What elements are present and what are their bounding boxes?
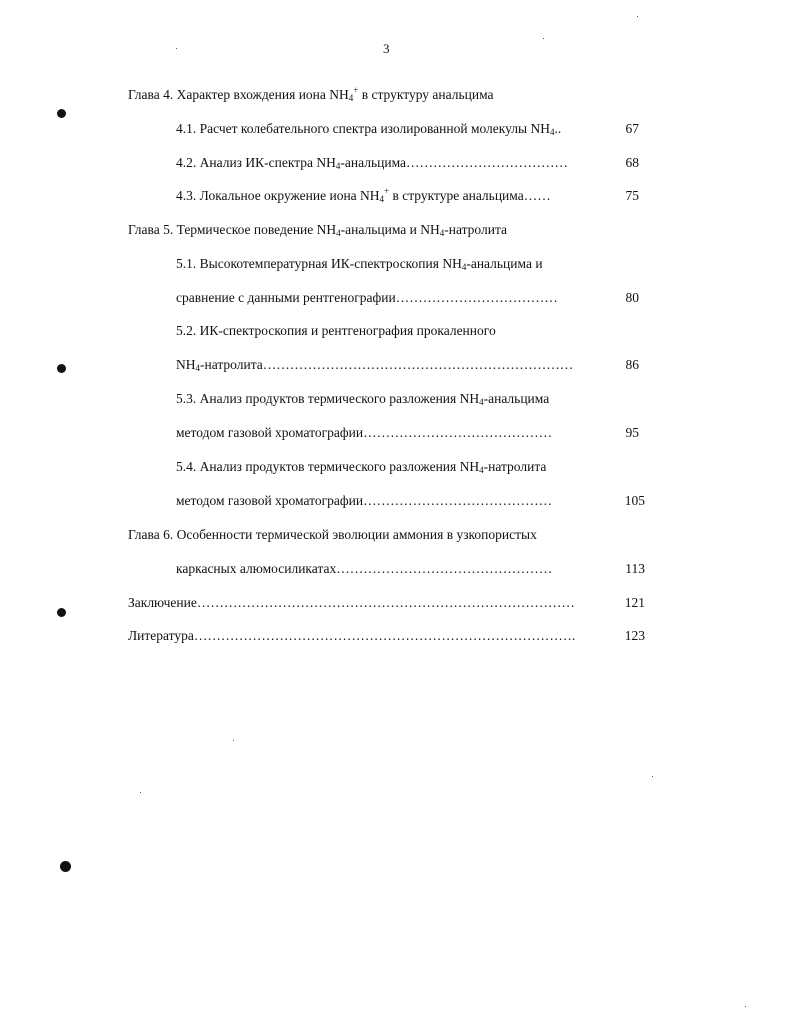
scan-speck [637,16,638,17]
toc-page-6: 113 [625,561,645,576]
scan-speck [652,776,653,777]
toc-page-5-2: 86 [625,357,639,372]
scan-speck [176,48,177,49]
toc-page-4-1: 67 [625,121,639,136]
toc-page-conclusion: 121 [624,595,645,610]
toc-entry-literature: Литература…………………………………………………………………………. [128,628,576,643]
toc-entry-5-3-line1: 5.3. Анализ продуктов термического разложения $NH_4$-анальцима [176,391,550,407]
toc-entry-5-4-line1: 5.4. Анализ продуктов термического разложения $NH_4$-натролита [176,459,547,475]
toc-entry-5-1-line2: сравнение с данными рентгенографии……………………………… [176,290,558,305]
page-number: 3 [383,41,390,56]
scan-speck [745,1006,746,1007]
toc-page-5-1: 80 [625,290,639,305]
toc-page-5-4: 105 [624,493,645,508]
toc-entry-5-2-line1: 5.2. ИК-спектроскопия и рентгенография прокаленного [176,323,496,338]
toc-entry-4-2: 4.2. Анализ ИК-спектра $NH_4-анальцима\dots\dots\dots\dots\dots\dots\dots\dots\dots\dots\dots\dots$ [176,155,569,171]
toc-entry-5-1-line1: 5.1. Высокотемпературная ИК-спектроскопия $NH_4$-анальцима и [176,256,543,272]
toc-entry-5-3-line2: методом газовой хроматографии…………………………………… [176,425,553,440]
toc-page-literature: 123 [624,628,645,643]
toc-page-4-3: 75 [625,188,639,203]
toc-entry-5-2-line2: $NH_4-натролита\dots\dots\dots\dots\dots\dots\dots\dots\dots\dots\dots\dots\dots\dots\dots\dots\dots\dots\dots\dots\dots\dots\dots$ [176,357,574,373]
toc-entry-5-4-line2: методом газовой хроматографии…………………………………… [176,493,553,508]
scan-speck [233,740,234,741]
toc-page-5-3: 95 [625,425,639,440]
scan-speck [140,792,141,793]
chapter-6-title: Глава 6. Особенности термической эволюции аммония в узкопористых [128,527,537,542]
toc-entry-6-line2: каркасных алюмосиликатах………………………………………… [176,561,553,576]
scan-speck [543,38,544,39]
toc-page-4-2: 68 [625,155,639,170]
binder-hole-mark [57,364,66,373]
chapter-5-title: Глава 5. Термическое поведение $NH_4$-анальцима и $NH_4$-натролита [128,222,508,238]
toc-entry-4-1: 4.1. Расчет колебательного спектра изолированной молекулы $NH_4$.. [176,121,562,137]
toc-entry-conclusion: Заключение………………………………………………………………………… [128,595,575,610]
binder-hole-mark [57,608,66,617]
binder-hole-mark [57,109,66,118]
toc-entry-4-3: 4.3. Локальное окружение иона $NH_4^+$ в структуре анальцима…… [176,186,551,204]
chapter-4-title: Глава 4. Характер вхождения иона $NH_4^+$ в структуру анальцима [128,85,494,103]
binder-hole-mark [60,861,71,872]
